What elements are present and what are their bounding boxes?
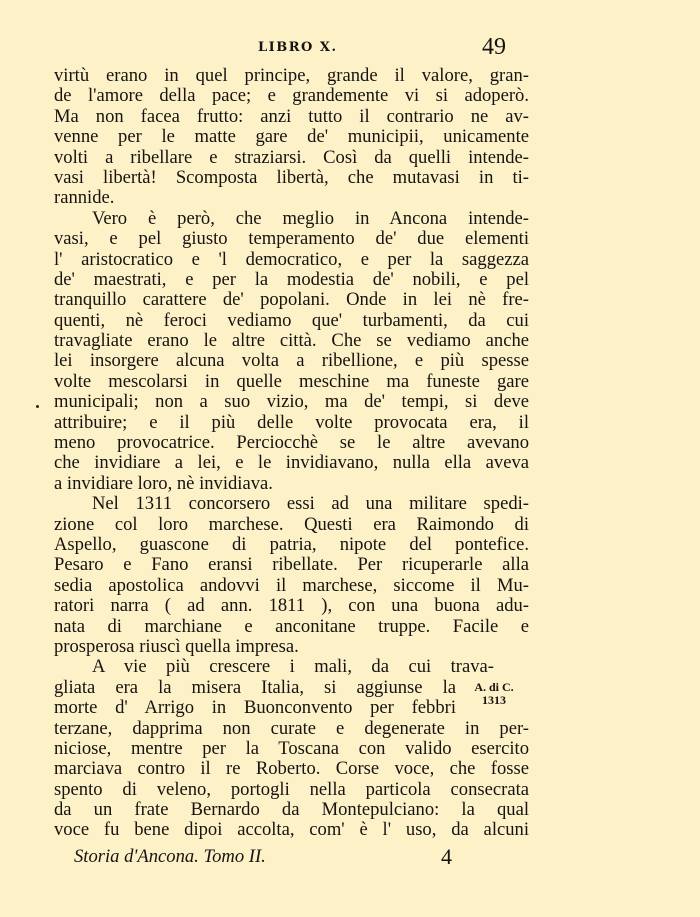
text-line: sedia apostolica andovvi il marchese, siccome il Mu- [54, 574, 529, 596]
text-line: Aspello, guascone di patria, nipote del pontefice. [54, 533, 529, 555]
margin-note-era: A. di C. [474, 680, 514, 694]
text-line: attribuire; e il più delle volte provocata era, il [54, 411, 529, 433]
running-title: LIBRO X. [258, 40, 338, 55]
text-line: quenti, nè feroci vediamo que' turbamenti, da cui [54, 309, 529, 331]
text-line: l' aristocratico e 'l democratico, e per la saggezza [54, 248, 529, 270]
page-footer [0, 846, 700, 870]
text-line: A vie più crescere i mali, da cui trava- [92, 656, 494, 678]
text-line: a invidiare loro, nè invidiava. [54, 472, 273, 494]
text-line: niciose, mentre per la Toscana con valido esercito [54, 737, 529, 759]
running-head [0, 36, 700, 60]
text-line: morte d' Arrigo in Buonconvento per febbri [54, 697, 456, 719]
footer-book-title: Storia d'Ancona. Tomo II. [74, 846, 266, 867]
text-line: terzane, dapprima non curate e degenerate in per- [54, 717, 529, 739]
text-line: zione col loro marchese. Questi era Raimondo di [54, 513, 529, 535]
text-line: prosperosa riuscì quella impresa. [54, 635, 299, 657]
text-line: nata di marchiane e anconitane truppe. Facile e [54, 615, 529, 637]
margin-note-year: 1313 [482, 693, 506, 707]
text-line: spento di veleno, portogli nella particola consecrata [54, 778, 529, 800]
body-text [54, 66, 529, 841]
page-number: 49 [482, 34, 506, 60]
margin-date-note [464, 681, 524, 707]
text-line: municipali; non a suo vizio, ma de' tempi, si deve [54, 391, 529, 413]
text-line: ratori narra ( ad ann. 1811 ), con una buona adu- [54, 595, 529, 617]
text-line: che invidiare a lei, e le invidiavano, nulla ella aveva [54, 452, 529, 474]
text-line: lei insorgere alcuna volta a ribellione, e più spesse [54, 350, 529, 372]
text-line: venne per le matte gare de' municipii, unicamente [54, 126, 529, 148]
text-line: Vero è però, che meglio in Ancona intende- [92, 207, 529, 229]
text-line: vasi, e pel giusto temperamento de' due elementi [54, 228, 529, 250]
text-line: marciava contro il re Roberto. Corse voce, che fosse [54, 758, 529, 780]
text-line: rannide. [54, 187, 115, 209]
text-line: travagliate erano le altre città. Che se vediamo anche [54, 330, 529, 352]
text-line: gliata era la misera Italia, si aggiunse la [54, 676, 456, 698]
text-line: meno provocatrice. Perciocchè se le altre avevano [54, 432, 529, 454]
text-line: volte mescolarsi in quelle meschine ma funeste gare [54, 370, 529, 392]
text-line: vasi libertà! Scomposta libertà, che mutavasi in ti- [54, 166, 529, 188]
ink-speck [36, 405, 39, 408]
text-line: voce fu bene dipoi accolta, com' è l' uso, da alcuni [54, 819, 529, 841]
text-line: volti a ribellare e straziarsi. Così da quelli intende- [54, 146, 529, 168]
signature-mark: 4 [441, 844, 452, 869]
text-line: da un frate Bernardo da Montepulciano: la qual [54, 799, 529, 821]
text-line: de l'amore della pace; e grandemente vi si adoperò. [54, 85, 529, 107]
text-line: Nel 1311 concorsero essi ad una militare spedi- [92, 493, 529, 515]
text-line: Pesaro e Fano eransi ribellate. Per ricuperarle alla [54, 554, 529, 576]
text-line: de' maestrati, e per la modestia de' nobili, e pel [54, 268, 529, 290]
text-line: virtù erano in quel principe, grande il valore, gran- [54, 65, 529, 86]
text-line: tranquillo carattere de' popolani. Onde in lei nè fre- [54, 289, 529, 311]
text-line: Ma non facea frutto: anzi tutto il contrario ne av- [54, 105, 529, 127]
